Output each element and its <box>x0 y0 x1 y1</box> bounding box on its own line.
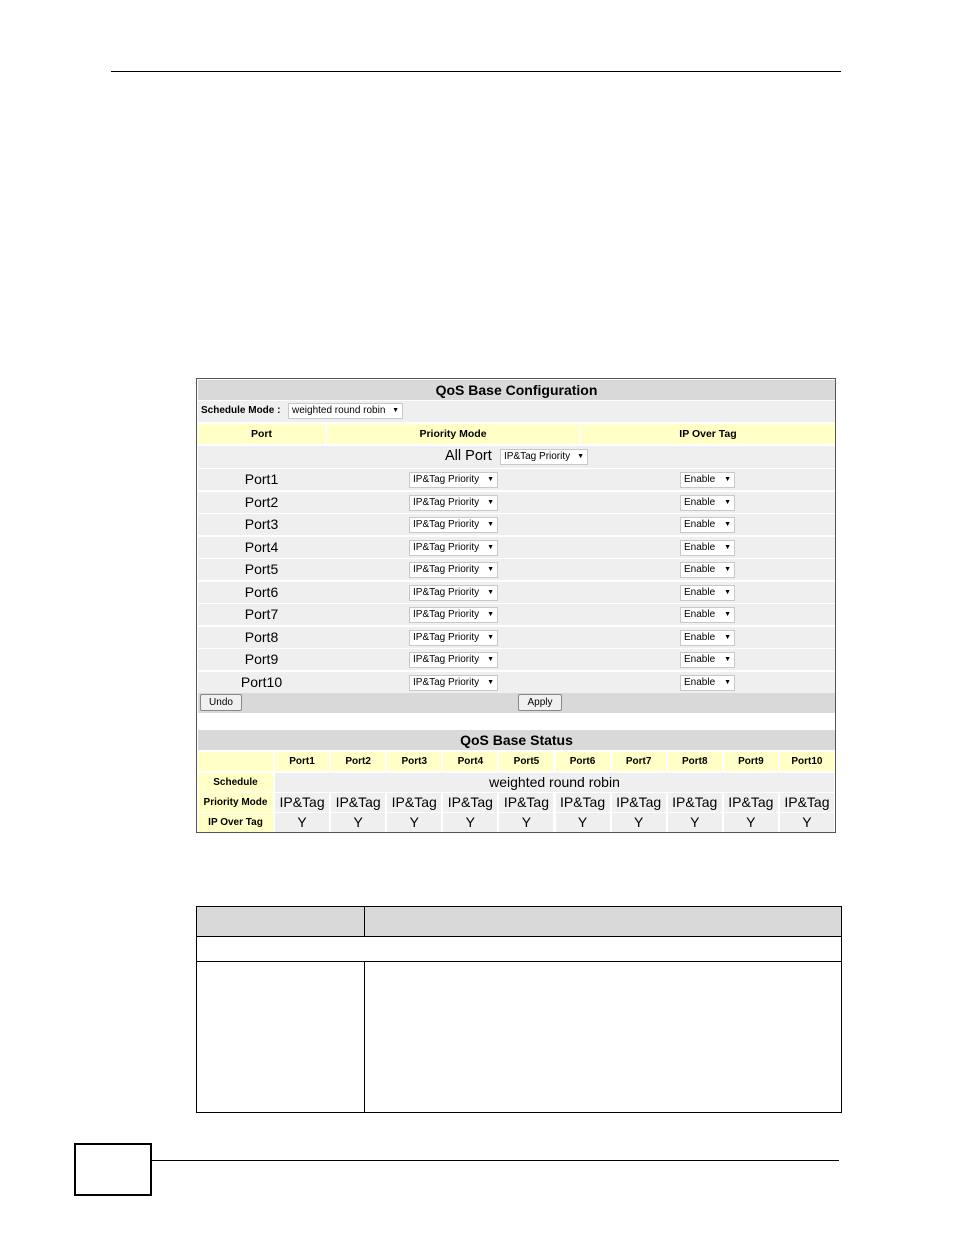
port-ip-over-tag-value: Enable <box>684 586 716 598</box>
priority-cell <box>327 469 579 490</box>
status-column-header: Port3 <box>387 752 441 771</box>
port-priority-select[interactable] <box>409 517 498 533</box>
port-priority-select[interactable] <box>409 472 498 488</box>
port-priority-select[interactable] <box>409 585 498 601</box>
header-ip-over-tag: IP Over Tag <box>581 424 835 444</box>
port-priority-select[interactable] <box>409 495 498 511</box>
port-priority-value: IP&Tag Priority <box>413 631 480 643</box>
all-port-label: All Port <box>445 448 492 464</box>
port-priority-value: IP&Tag Priority <box>413 474 480 485</box>
port-ip-over-tag-select[interactable] <box>680 495 735 511</box>
qos-screenshot <box>196 378 836 833</box>
priority-cell <box>327 604 579 625</box>
priority-cell <box>327 649 579 670</box>
status-column-header: Port2 <box>331 752 385 771</box>
status-priority-mode-label: Priority Mode <box>198 793 273 812</box>
chevron-down-icon: ▼ <box>487 521 494 528</box>
ip-over-tag-cell <box>581 537 835 558</box>
ip-over-tag-cell <box>581 627 835 648</box>
status-schedule-value: weighted round robin <box>275 773 834 792</box>
port-ip-over-tag-select[interactable] <box>680 607 735 623</box>
chevron-down-icon: ▼ <box>487 588 494 596</box>
status-priority-value: IP&Tag <box>780 793 834 812</box>
status-column-header: Port6 <box>556 752 610 771</box>
port-row <box>198 604 835 625</box>
undo-button[interactable]: Undo <box>200 694 242 711</box>
status-priority-value: IP&Tag <box>668 793 722 812</box>
status-ip-over-tag-value: Y <box>724 813 778 832</box>
port-priority-value: IP&Tag Priority <box>413 586 480 598</box>
status-ip-over-tag-value: Y <box>443 813 497 832</box>
port-name: Port3 <box>198 514 325 535</box>
status-column-header: Port1 <box>275 752 329 771</box>
port-name: Port10 <box>198 672 325 693</box>
priority-cell <box>327 514 579 535</box>
status-priority-value: IP&Tag <box>275 793 329 812</box>
port-ip-over-tag-value: Enable <box>684 676 716 688</box>
all-port-priority-select[interactable] <box>500 449 588 465</box>
status-priority-value: IP&Tag <box>612 793 666 812</box>
priority-cell <box>327 559 579 580</box>
ip-over-tag-cell <box>581 492 835 513</box>
chevron-down-icon: ▼ <box>487 633 494 641</box>
header-rule <box>111 71 841 72</box>
status-priority-value: IP&Tag <box>443 793 497 812</box>
port-ip-over-tag-value: Enable <box>684 541 716 553</box>
chevron-down-icon: ▼ <box>487 611 494 618</box>
chevron-down-icon: ▼ <box>724 656 731 663</box>
port-priority-value: IP&Tag Priority <box>413 519 480 530</box>
status-column-header: Port9 <box>724 752 778 771</box>
port-ip-over-tag-value: Enable <box>684 609 716 620</box>
schedule-mode-value: weighted round robin <box>292 405 386 416</box>
port-ip-over-tag-select[interactable] <box>680 652 735 668</box>
priority-cell <box>327 492 579 513</box>
status-column-header: Port10 <box>780 752 834 771</box>
chevron-down-icon: ▼ <box>392 407 399 414</box>
schedule-mode-label: Schedule Mode : <box>201 405 281 416</box>
priority-cell <box>327 537 579 558</box>
port-priority-select[interactable] <box>409 607 498 623</box>
port-priority-select[interactable] <box>409 630 498 646</box>
status-ip-over-tag-label: IP Over Tag <box>198 813 273 832</box>
port-priority-value: IP&Tag Priority <box>413 654 480 665</box>
port-name: Port8 <box>198 627 325 648</box>
port-ip-over-tag-select[interactable] <box>680 562 735 578</box>
button-bar <box>198 693 835 713</box>
chevron-down-icon: ▼ <box>487 498 494 506</box>
status-priority-value: IP&Tag <box>724 793 778 812</box>
status-ip-over-tag-value: Y <box>387 813 441 832</box>
status-priority-value: IP&Tag <box>499 793 553 812</box>
column-divider <box>364 907 365 936</box>
all-port-priority-value: IP&Tag Priority <box>504 451 571 462</box>
port-priority-value: IP&Tag Priority <box>413 496 480 508</box>
page-number-box <box>74 1143 152 1196</box>
status-header-blank <box>198 752 273 771</box>
config-title: QoS Base Configuration <box>198 380 835 400</box>
chevron-down-icon: ▼ <box>724 521 731 528</box>
port-row <box>198 537 835 558</box>
status-ip-over-tag-value: Y <box>556 813 610 832</box>
chevron-down-icon: ▼ <box>487 678 494 686</box>
port-name: Port7 <box>198 604 325 625</box>
port-ip-over-tag-select[interactable] <box>680 540 735 556</box>
status-title: QoS Base Status <box>198 730 835 750</box>
port-row <box>198 469 835 490</box>
priority-cell <box>327 627 579 648</box>
status-column-header: Port4 <box>443 752 497 771</box>
status-ip-over-tag-value: Y <box>612 813 666 832</box>
priority-cell <box>327 582 579 603</box>
ip-over-tag-cell <box>581 559 835 580</box>
chevron-down-icon: ▼ <box>724 543 731 551</box>
port-priority-select[interactable] <box>409 675 498 691</box>
status-ip-over-tag-value: Y <box>275 813 329 832</box>
port-ip-over-tag-select[interactable] <box>680 630 735 646</box>
port-priority-value: IP&Tag Priority <box>413 676 480 688</box>
port-ip-over-tag-select[interactable] <box>680 585 735 601</box>
port-row <box>198 582 835 603</box>
port-ip-over-tag-select[interactable] <box>680 517 735 533</box>
priority-cell <box>327 672 579 693</box>
ip-over-tag-cell <box>581 514 835 535</box>
port-priority-value: IP&Tag Priority <box>413 541 480 553</box>
schedule-mode-select[interactable] <box>288 403 403 419</box>
port-row <box>198 627 835 648</box>
chevron-down-icon: ▼ <box>487 476 494 483</box>
port-name: Port2 <box>198 492 325 513</box>
status-column-header: Port5 <box>499 752 553 771</box>
header-port: Port <box>198 424 325 444</box>
status-priority-value: IP&Tag <box>387 793 441 812</box>
port-ip-over-tag-select[interactable] <box>680 472 735 488</box>
port-row <box>198 492 835 513</box>
chevron-down-icon: ▼ <box>487 656 494 663</box>
chevron-down-icon: ▼ <box>724 566 731 573</box>
ip-over-tag-cell <box>581 582 835 603</box>
port-priority-select[interactable] <box>409 540 498 556</box>
description-table-header <box>197 907 841 937</box>
port-name: Port6 <box>198 582 325 603</box>
apply-button[interactable]: Apply <box>518 694 562 711</box>
ip-over-tag-cell <box>581 649 835 670</box>
status-priority-value: IP&Tag <box>331 793 385 812</box>
chevron-down-icon: ▼ <box>724 498 731 506</box>
port-ip-over-tag-value: Enable <box>684 496 716 508</box>
chevron-down-icon: ▼ <box>724 678 731 686</box>
description-table-section-row <box>197 937 841 962</box>
port-name: Port1 <box>198 469 325 490</box>
port-ip-over-tag-value: Enable <box>684 474 716 485</box>
chevron-down-icon: ▼ <box>724 588 731 596</box>
port-name: Port4 <box>198 537 325 558</box>
port-row <box>198 672 835 693</box>
port-priority-select[interactable] <box>409 562 498 578</box>
status-ip-over-tag-value: Y <box>668 813 722 832</box>
all-port-row <box>198 446 835 468</box>
ip-over-tag-cell <box>581 604 835 625</box>
chevron-down-icon: ▼ <box>487 543 494 551</box>
status-ip-over-tag-value: Y <box>780 813 834 832</box>
port-row <box>198 649 835 670</box>
status-schedule-label: Schedule <box>198 773 273 792</box>
ip-over-tag-cell <box>581 469 835 490</box>
status-ip-over-tag-value: Y <box>331 813 385 832</box>
chevron-down-icon: ▼ <box>487 566 494 573</box>
port-priority-value: IP&Tag Priority <box>413 564 480 575</box>
port-ip-over-tag-value: Enable <box>684 564 716 575</box>
chevron-down-icon: ▼ <box>724 476 731 483</box>
status-column-header: Port7 <box>612 752 666 771</box>
header-priority-mode: Priority Mode <box>327 424 579 444</box>
description-table <box>196 906 842 1113</box>
status-priority-value: IP&Tag <box>556 793 610 812</box>
port-row <box>198 514 835 535</box>
chevron-down-icon: ▼ <box>724 633 731 641</box>
column-divider <box>364 962 365 1112</box>
port-priority-value: IP&Tag Priority <box>413 609 480 620</box>
port-name: Port9 <box>198 649 325 670</box>
status-ip-over-tag-value: Y <box>499 813 553 832</box>
port-ip-over-tag-value: Enable <box>684 519 716 530</box>
status-column-header: Port8 <box>668 752 722 771</box>
chevron-down-icon: ▼ <box>577 453 584 460</box>
port-ip-over-tag-value: Enable <box>684 654 716 665</box>
chevron-down-icon: ▼ <box>724 611 731 618</box>
port-name: Port5 <box>198 559 325 580</box>
footer-rule <box>152 1160 839 1161</box>
ip-over-tag-cell <box>581 672 835 693</box>
schedule-mode-row <box>198 401 835 422</box>
port-row <box>198 559 835 580</box>
port-ip-over-tag-value: Enable <box>684 631 716 643</box>
port-priority-select[interactable] <box>409 652 498 668</box>
port-ip-over-tag-select[interactable] <box>680 675 735 691</box>
